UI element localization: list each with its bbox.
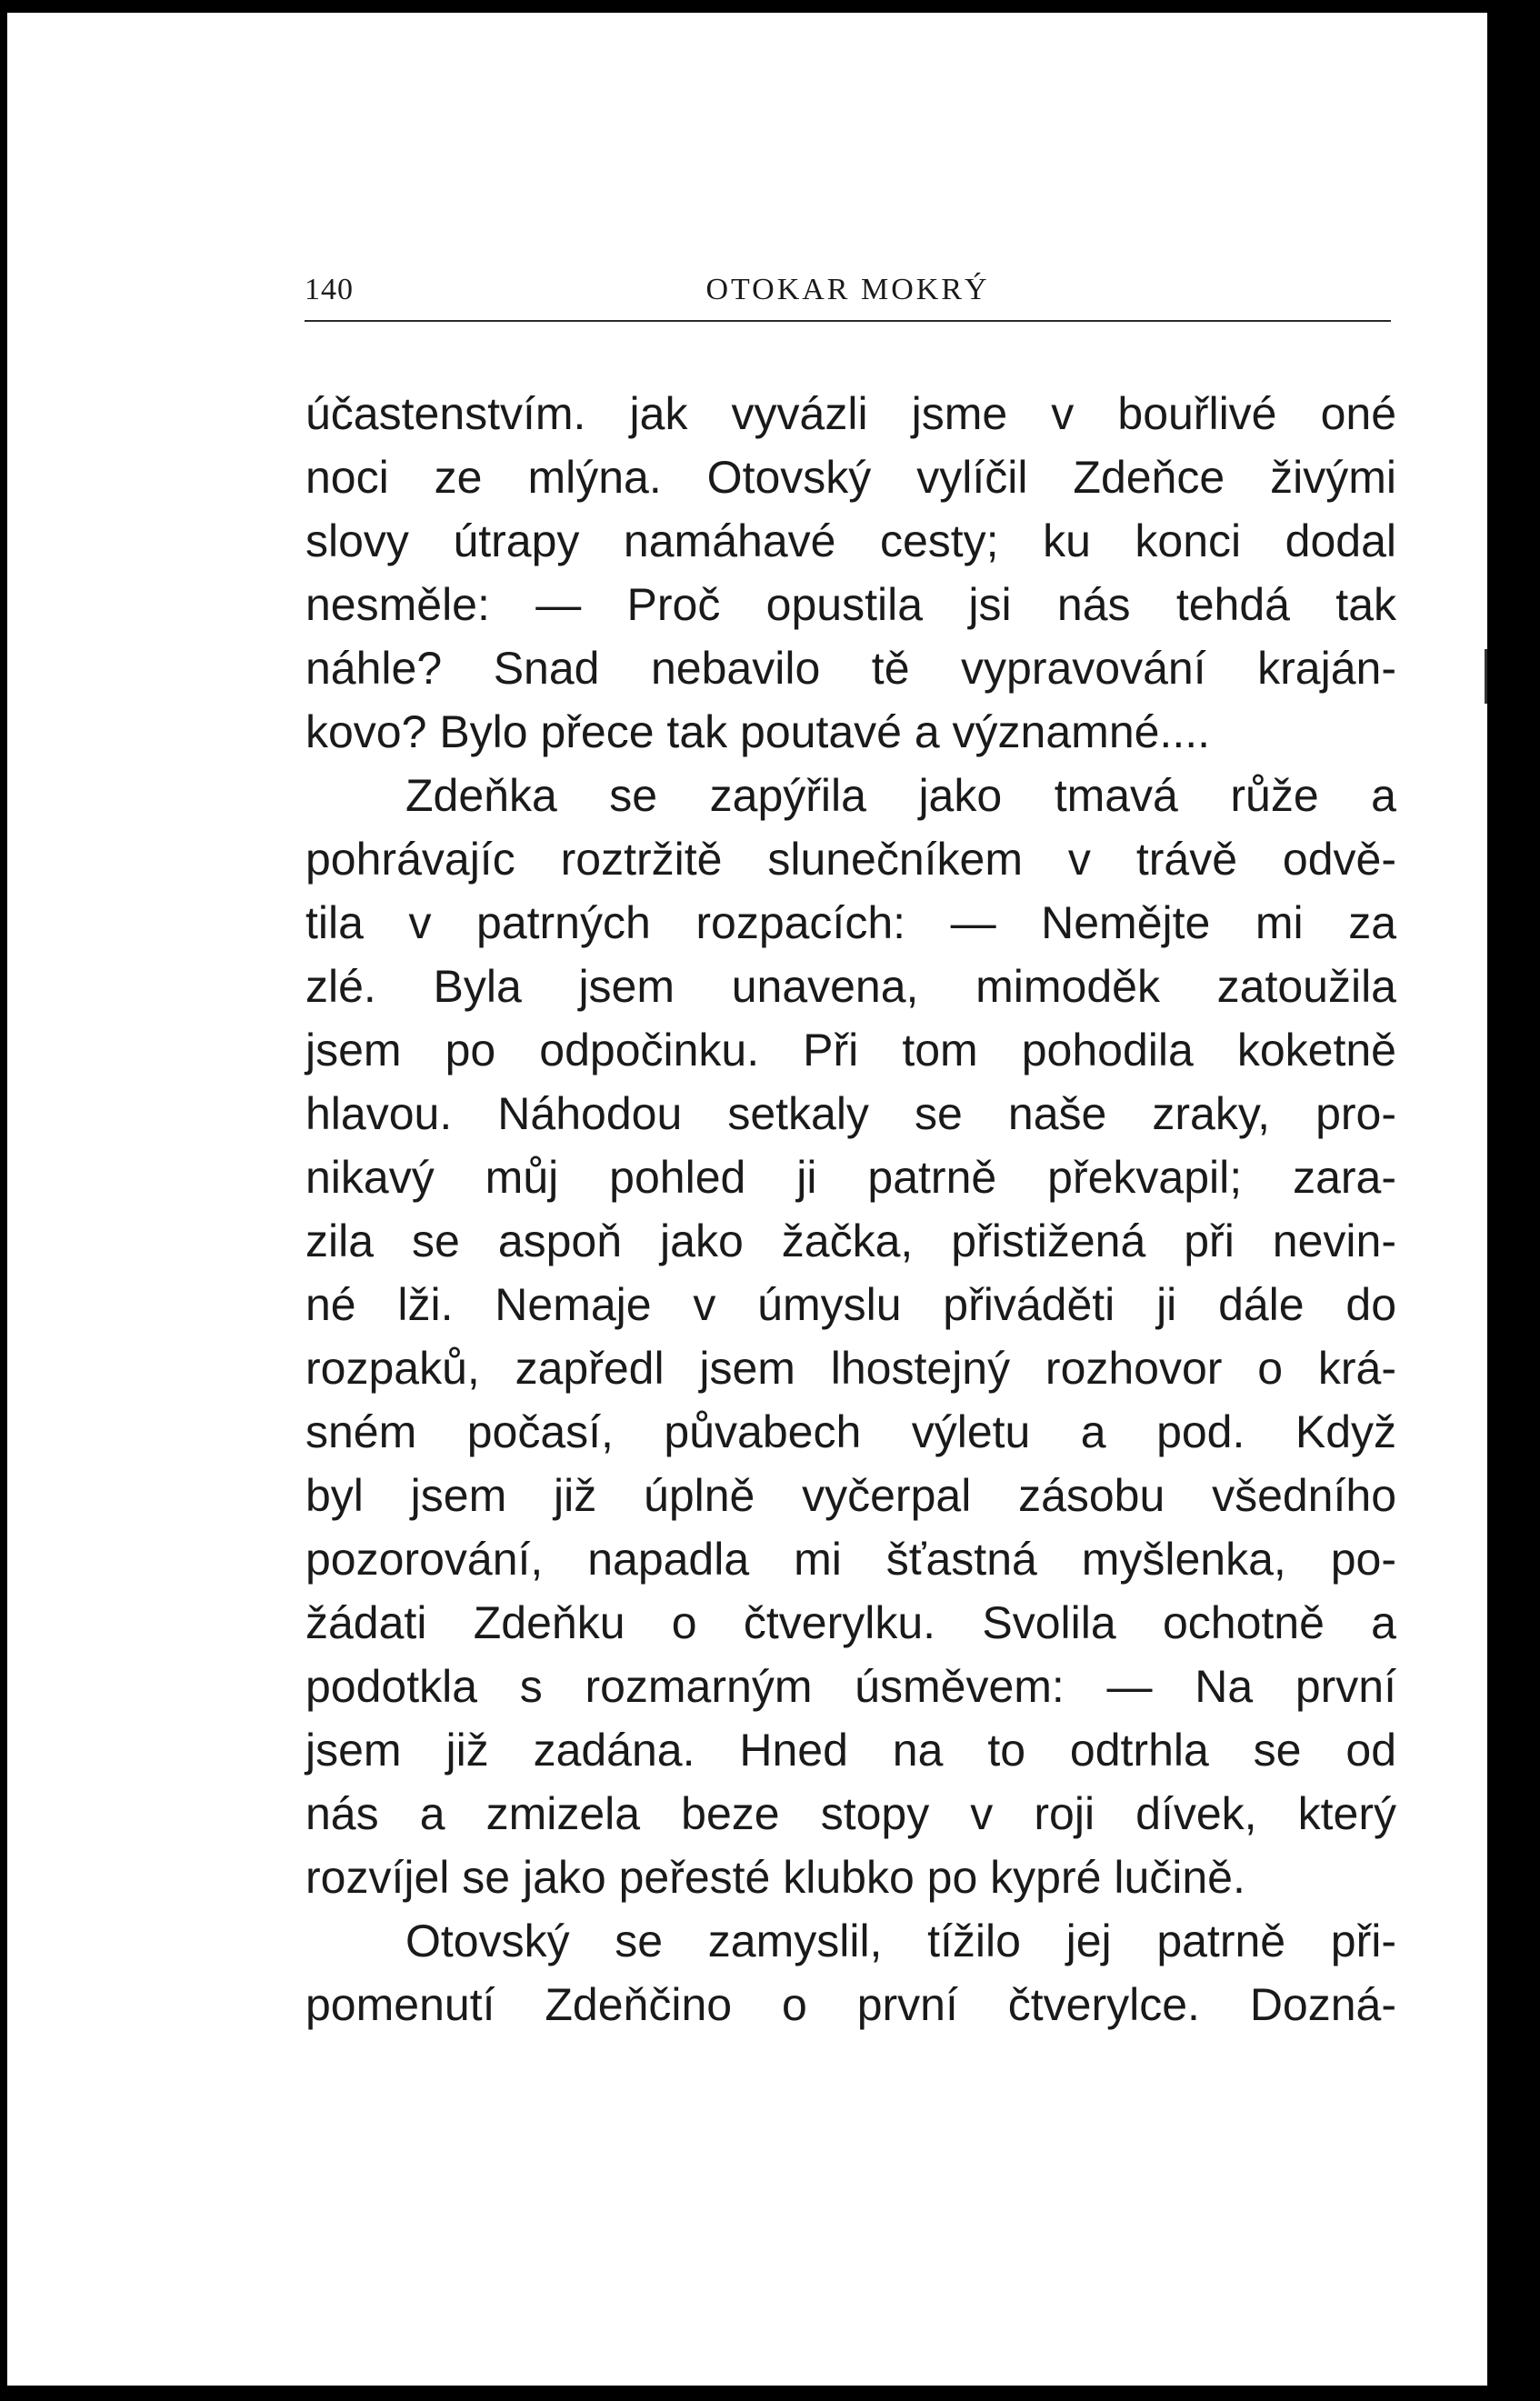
text-line: kovo? Bylo přece tak poutavé a významné.... bbox=[305, 706, 1210, 757]
text-line: nesměle: — Proč opustila jsi nás tehdá tak bbox=[305, 579, 1396, 630]
text-line: zila se aspoň jako žačka, přistižená při nevin- bbox=[305, 1216, 1396, 1266]
running-title: OTOKAR MOKRÝ bbox=[705, 273, 990, 306]
text-line: nikavý můj pohled ji patrně překvapil; zara- bbox=[305, 1152, 1396, 1203]
text-line: nás a zmizela beze stopy v roji dívek, který bbox=[305, 1788, 1396, 1839]
text-line: žádati Zdeňku o čtverylku. Svolila ochotně a bbox=[305, 1597, 1396, 1648]
page-edge-mark bbox=[1485, 649, 1487, 704]
text-line: hlavou. Náhodou setkaly se naše zraky, pro- bbox=[305, 1088, 1396, 1139]
text-line: Otovský se zamyslil, tížilo jej patrně při- bbox=[405, 1916, 1396, 1966]
text-line: rozpaků, zapředl jsem lhostejný rozhovor o krá- bbox=[305, 1343, 1396, 1394]
text-line: né lži. Nemaje v úmyslu přiváděti ji dále do bbox=[305, 1279, 1396, 1330]
text-line: zlé. Byla jsem unavena, mimoděk zatoužila bbox=[305, 961, 1396, 1012]
text-line: noci ze mlýna. Otovský vylíčil Zdeňce živými bbox=[305, 452, 1396, 503]
text-line: jsem po odpočinku. Při tom pohodila koketně bbox=[305, 1025, 1396, 1075]
text-line: pomenutí Zdeňčino o první čtverylce. Dozná- bbox=[305, 1979, 1396, 2030]
text-line: rozvíjel se jako peřesté klubko po kypré lučině. bbox=[305, 1852, 1245, 1903]
text-line: pohrávajíc roztržitě slunečníkem v trávě odvě- bbox=[305, 834, 1396, 885]
text-line: náhle? Snad nebavilo tě vypravování kraján- bbox=[305, 643, 1396, 694]
body-text bbox=[305, 382, 1396, 2036]
text-line: pozorování, napadla mi šťastná myšlenka, po- bbox=[305, 1534, 1396, 1585]
text-line: sném počasí, půvabech výletu a pod. Když bbox=[305, 1406, 1396, 1457]
running-head bbox=[305, 273, 1391, 318]
text-line: podotkla s rozmarným úsměvem: — Na první bbox=[305, 1661, 1396, 1712]
text-line: Zdeňka se zapýřila jako tmavá růže a bbox=[405, 770, 1396, 821]
text-line: slovy útrapy namáhavé cesty; ku konci dodal bbox=[305, 515, 1396, 566]
text-line: byl jsem již úplně vyčerpal zásobu všedního bbox=[305, 1470, 1396, 1521]
page-number: 140 bbox=[305, 273, 354, 306]
text-line: účastenstvím. jak vyvázli jsme v bouřlivé oné bbox=[305, 388, 1396, 439]
header-rule bbox=[305, 320, 1391, 322]
text-line: jsem již zadána. Hned na to odtrhla se od bbox=[305, 1725, 1396, 1776]
text-line: tila v patrných rozpacích: — Nemějte mi za bbox=[305, 897, 1396, 948]
